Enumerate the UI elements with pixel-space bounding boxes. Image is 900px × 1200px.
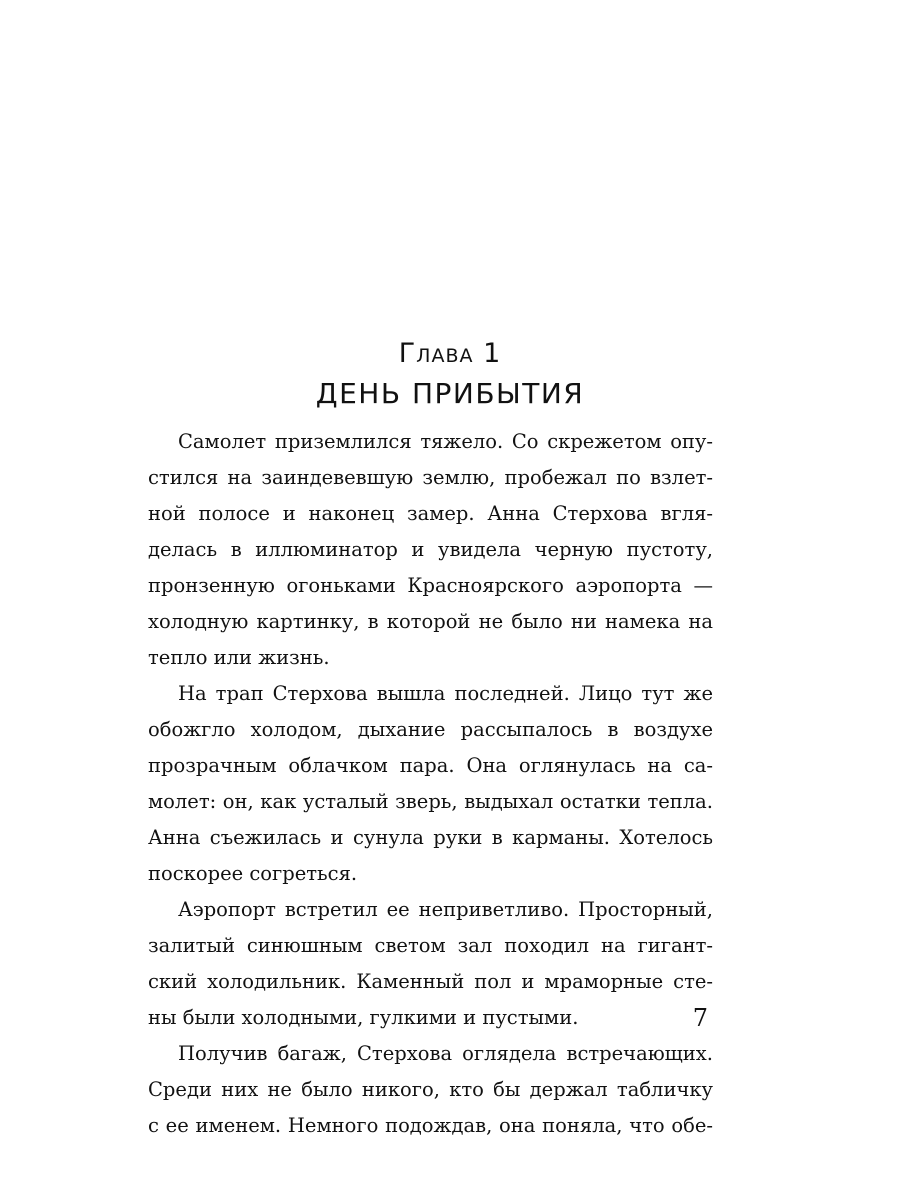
text-line: холодную картинку, в которой не было ни намека на [148, 610, 713, 633]
paragraph [148, 676, 713, 892]
text-line: Анна съежилась и сунула руки в карманы. Хотелось [148, 826, 713, 849]
text-line: прозрачным облачком пара. Она оглянулась на са- [148, 754, 713, 777]
text-line: делась в иллюминатор и увидела черную пустоту, [148, 538, 713, 561]
text-line: обожгло холодом, дыхание рассыпалось в воздухе [148, 718, 713, 741]
text-line: Аэропорт встретил ее неприветливо. Просторный, [178, 898, 713, 921]
text-line: с ее именем. Немного подождав, она поняла, что обе- [148, 1114, 713, 1137]
chapter-number: Глава 1 [398, 338, 502, 369]
text-line: На трап Стерхова вышла последней. Лицо тут же [178, 682, 713, 705]
paragraph [148, 1036, 713, 1144]
paragraph [148, 424, 713, 676]
chapter-body [148, 424, 713, 1144]
text-line: ский холодильник. Каменный пол и мраморные сте- [148, 970, 713, 993]
page-number: 7 [692, 1004, 708, 1032]
text-line: залитый синюшным светом зал походил на гигант- [148, 934, 713, 957]
text-line: Получив багаж, Стерхова оглядела встречающих. [178, 1042, 713, 1065]
chapter-heading [0, 336, 900, 414]
text-line: тепло или жизнь. [148, 646, 330, 669]
text-line: ной полосе и наконец замер. Анна Стерхова вгля- [148, 502, 713, 525]
paragraph [148, 892, 713, 1036]
text-line: поскорее согреться. [148, 862, 358, 885]
text-line: Самолет приземлился тяжело. Со скрежетом опу- [178, 430, 713, 453]
text-line: стился на заиндевевшую землю, пробежал по взлет- [148, 466, 713, 489]
chapter-title: ДЕНЬ ПРИБЫТИЯ [315, 377, 585, 410]
text-line: молет: он, как усталый зверь, выдыхал остатки тепла. [148, 790, 713, 813]
text-line: пронзенную огоньками Красноярского аэропорта — [148, 574, 713, 597]
text-line: Среди них не было никого, кто бы держал табличку [148, 1078, 713, 1101]
text-line: ны были холодными, гулкими и пустыми. [148, 1006, 579, 1029]
